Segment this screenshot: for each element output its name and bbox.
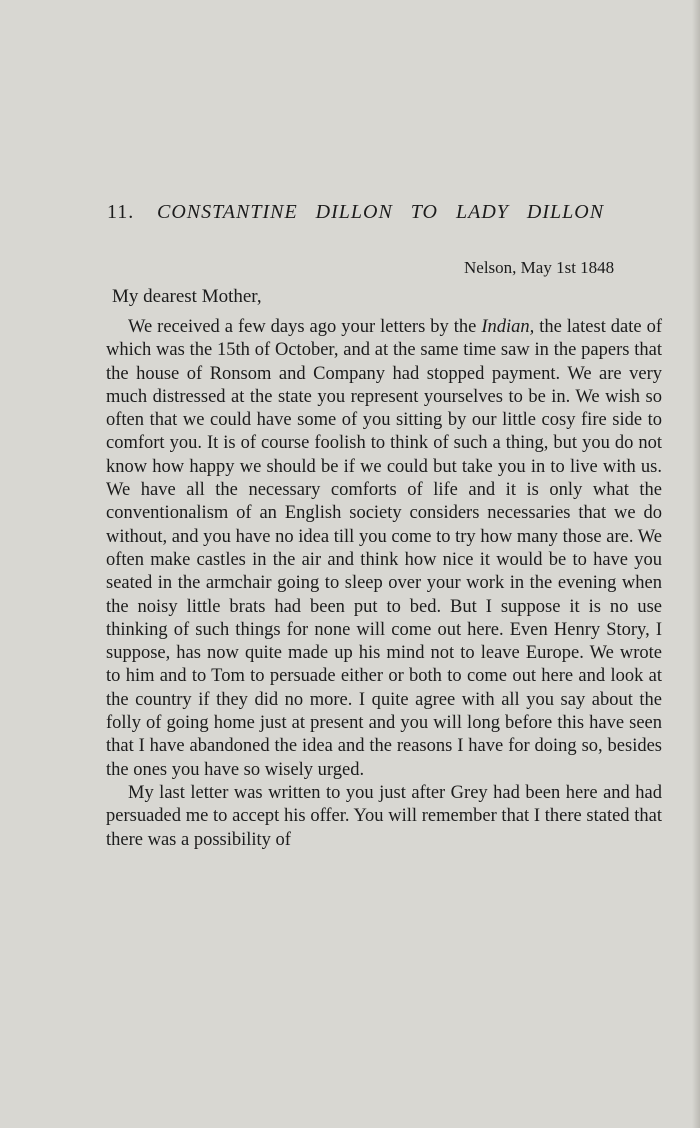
letter-dateline: Nelson, May 1st 1848 [464, 258, 615, 277]
page-edge-shadow [692, 0, 700, 1128]
letter-salutation: My dearest Mother, [112, 286, 262, 307]
paragraph-text: the latest date of which was the 15th of October, and at the same time saw in the papers that the house of Ronsom and Company had stopped payment. We are very much distressed at the state you represent yourselves to be in. We wish so often that we could have some of you sitting by our little cosy fire side to comfort you. It is of course foolish to think of such a thing, but you do not know how happy we should be if we could but take you in to live with us. We have all the necessary comforts of life and it is only what the conventionalism of an English society considers necessaries that we do without, and you have no idea till you come to try how many those are. We often make castles in the air and think how nice it would be to have you seated in the armchair going to sleep over your work in the evening when the noisy little brats had been put to bed. But I suppose it is no use thinking of such things for none will come out here. Even Henry Story, I suppose, has now quite made up his mind not to leave Europe. We wrote to him and to Tom to persuade either or both to come out here and look at the country if they did no more. I quite agree with all you say about the folly of going home just at present and you will long before this have seen that I have abandoned the idea and the reasons I have for doing so, besides the ones you have so wisely urged. [106, 317, 662, 780]
ship-name: Indian, [481, 317, 535, 337]
paragraph-text: We received a few days ago your letters by the [128, 317, 482, 337]
letter-title: CONSTANTINE DILLON TO LADY DILLON [157, 201, 605, 223]
letter-heading [107, 198, 663, 230]
letter-body [106, 316, 662, 852]
paragraph: My last letter was written to you just after Grey had been here and had persuaded me to accept his offer. You will remember that I there stated that there was a possibility of [106, 782, 662, 850]
paragraph [106, 316, 662, 782]
letter-number: 11. [107, 201, 135, 223]
